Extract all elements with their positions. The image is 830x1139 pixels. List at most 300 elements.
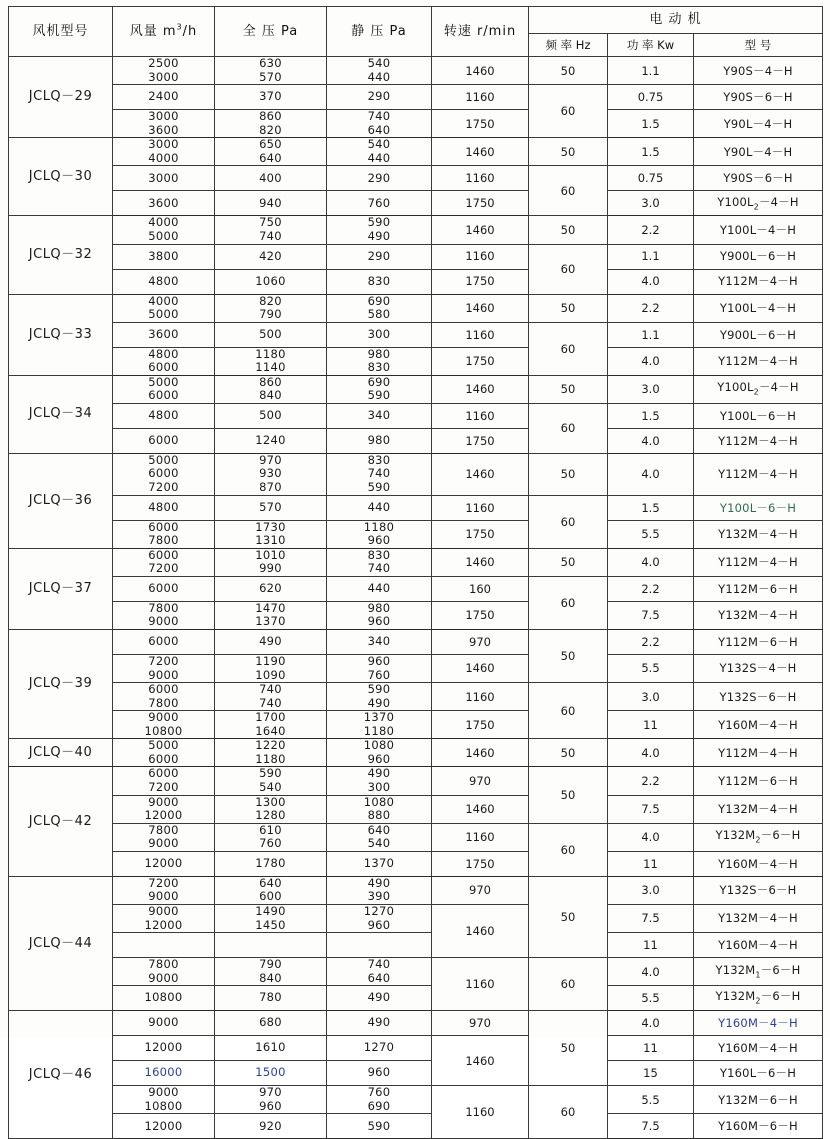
table-row — [9, 876, 823, 904]
cell-total-pressure: 650 640 — [215, 138, 327, 166]
cell-flow: 7800 9000 — [113, 823, 215, 851]
table-row — [9, 375, 823, 403]
cell-motor-type: Y132M－4－H — [694, 904, 823, 932]
cell-static-pressure: 980 960 — [327, 601, 432, 629]
cell-power: 4.0 — [608, 269, 694, 294]
cell-motor-type: Y132S－6－H — [694, 683, 823, 711]
cell-power: 1.1 — [608, 57, 694, 85]
cell-flow: 6000 — [113, 428, 215, 453]
cell-frequency: 50 — [529, 548, 608, 576]
table-row — [9, 85, 823, 110]
header-total-pressure: 全 压 Pa — [215, 7, 327, 57]
cell-total-pressure: 1500 — [215, 1061, 327, 1086]
cell-motor-type: Y160M－4－H — [694, 1036, 823, 1061]
cell-total-pressure: 1730 1310 — [215, 520, 327, 548]
cell-motor-type: Y90S－4－H — [694, 57, 823, 85]
table-row — [9, 191, 823, 216]
cell-model: JCLQ－34 — [9, 375, 113, 453]
cell-power: 4.0 — [608, 1011, 694, 1036]
cell-total-pressure: 640 600 — [215, 876, 327, 904]
cell-model: JCLQ－32 — [9, 216, 113, 294]
cell-static-pressure: 760 — [327, 191, 432, 216]
cell-flow: 4800 — [113, 403, 215, 428]
cell-power: 0.75 — [608, 166, 694, 191]
table-row — [9, 823, 823, 851]
cell-motor-type: Y132S－6－H — [694, 876, 823, 904]
cell-static-pressure: 590 490 — [327, 683, 432, 711]
cell-speed: 1460 — [432, 57, 529, 85]
cell-motor-type: Y900L－6－H — [694, 244, 823, 269]
cell-motor-type: Y90L－4－H — [694, 110, 823, 138]
cell-frequency: 50 — [529, 767, 608, 823]
table-header-row-1 — [9, 7, 823, 34]
table-row — [9, 739, 823, 767]
cell-flow: 10800 — [113, 986, 215, 1011]
cell-power: 5.5 — [608, 1086, 694, 1114]
cell-speed: 1460 — [432, 375, 529, 403]
cell-static-pressure: 290 — [327, 244, 432, 269]
cell-total-pressure: 420 — [215, 244, 327, 269]
cell-motor-type: Y160M－4－H — [694, 711, 823, 739]
cell-motor-type: Y132M－4－H — [694, 601, 823, 629]
cell-flow: 9000 12000 — [113, 795, 215, 823]
cell-total-pressure: 920 — [215, 1114, 327, 1139]
cell-power: 5.5 — [608, 520, 694, 548]
cell-total-pressure: 1490 1450 — [215, 904, 327, 932]
table-row — [9, 548, 823, 576]
cell-static-pressure: 640 540 — [327, 823, 432, 851]
cell-motor-type: $Y132M_1-6-H$ — [694, 958, 823, 986]
cell-flow: 5000 6000 7200 — [113, 453, 215, 495]
cell-total-pressure: 1610 — [215, 1036, 327, 1061]
cell-power: 11 — [608, 1036, 694, 1061]
table-row — [9, 795, 823, 823]
cell-power: 1.5 — [608, 138, 694, 166]
cell-motor-type: Y90L－4－H — [694, 138, 823, 166]
cell-speed: 1750 — [432, 520, 529, 548]
cell-speed: 1750 — [432, 851, 529, 876]
table-row — [9, 428, 823, 453]
cell-power: 1.1 — [608, 244, 694, 269]
table-row — [9, 495, 823, 520]
cell-static-pressure: 490 — [327, 1011, 432, 1036]
cell-power: 4.0 — [608, 739, 694, 767]
cell-total-pressure: 620 — [215, 576, 327, 601]
cell-power: 1.5 — [608, 403, 694, 428]
cell-frequency: 50 — [529, 629, 608, 682]
cell-motor-type: Y160M－6－H — [694, 1114, 823, 1139]
cell-model: JCLQ－42 — [9, 767, 113, 876]
cell-frequency: 50 — [529, 739, 608, 767]
cell-motor-type: Y100L－4－H — [694, 216, 823, 244]
cell-speed: 1460 — [432, 1036, 529, 1086]
cell-flow: 6000 — [113, 576, 215, 601]
cell-speed: 1750 — [432, 110, 529, 138]
cell-flow: 12000 — [113, 1114, 215, 1139]
cell-motor-type: Y160M－4－H — [694, 851, 823, 876]
cell-flow: 5000 6000 — [113, 739, 215, 767]
cell-frequency: 50 — [529, 57, 608, 85]
cell-static-pressure: 590 490 — [327, 216, 432, 244]
cell-frequency: 50 — [529, 453, 608, 495]
cell-power: 4.0 — [608, 347, 694, 375]
cell-total-pressure: 500 — [215, 322, 327, 347]
cell-speed: 1160 — [432, 1086, 529, 1139]
cell-flow: 7800 9000 — [113, 601, 215, 629]
table-row — [9, 110, 823, 138]
cell-total-pressure: 1780 — [215, 851, 327, 876]
table-row — [9, 294, 823, 322]
cell-total-pressure: 400 — [215, 166, 327, 191]
table-row — [9, 166, 823, 191]
cell-static-pressure: 290 — [327, 166, 432, 191]
cell-flow: 7800 9000 — [113, 958, 215, 986]
cell-motor-type: Y90S－6－H — [694, 166, 823, 191]
cell-total-pressure: 500 — [215, 403, 327, 428]
cell-flow: 3000 4000 — [113, 138, 215, 166]
cell-static-pressure: 740 640 — [327, 958, 432, 986]
cell-flow: 12000 — [113, 851, 215, 876]
cell-flow: 4800 — [113, 269, 215, 294]
fan-specification-table — [8, 6, 823, 1139]
cell-static-pressure: 980 — [327, 428, 432, 453]
cell-model: JCLQ－44 — [9, 876, 113, 1010]
cell-power: 3.0 — [608, 876, 694, 904]
cell-speed: 970 — [432, 1011, 529, 1036]
cell-speed: 970 — [432, 767, 529, 795]
header-static-pressure: 静 压 Pa — [327, 7, 432, 57]
table-row — [9, 1036, 823, 1061]
cell-flow: 4800 6000 — [113, 347, 215, 375]
table-row — [9, 683, 823, 711]
table-row — [9, 711, 823, 739]
cell-frequency: 50 — [529, 216, 608, 244]
cell-motor-type: Y90S－6－H — [694, 85, 823, 110]
cell-frequency: 60 — [529, 495, 608, 548]
cell-speed: 1460 — [432, 548, 529, 576]
cell-total-pressure: 860 840 — [215, 375, 327, 403]
header-type: 型 号 — [694, 34, 823, 57]
cell-total-pressure: 1190 1090 — [215, 654, 327, 682]
cell-speed: 1750 — [432, 428, 529, 453]
cell-flow: 6000 7800 — [113, 683, 215, 711]
cell-frequency: 60 — [529, 244, 608, 294]
cell-frequency: 60 — [529, 1086, 608, 1139]
table-row — [9, 767, 823, 795]
cell-total-pressure: 820 790 — [215, 294, 327, 322]
cell-static-pressure: 830 — [327, 269, 432, 294]
cell-frequency: 60 — [529, 683, 608, 739]
cell-total-pressure: 590 540 — [215, 767, 327, 795]
table-row — [9, 576, 823, 601]
cell-total-pressure: 1300 1280 — [215, 795, 327, 823]
cell-static-pressure: 1080 960 — [327, 739, 432, 767]
cell-static-pressure: 490 — [327, 986, 432, 1011]
cell-flow: 9000 10800 — [113, 711, 215, 739]
cell-static-pressure: 1180 960 — [327, 520, 432, 548]
cell-total-pressure: 780 — [215, 986, 327, 1011]
cell-flow: 12000 — [113, 1036, 215, 1061]
table-row — [9, 347, 823, 375]
cell-flow: 3800 — [113, 244, 215, 269]
table-row — [9, 851, 823, 876]
cell-power: 4.0 — [608, 548, 694, 576]
cell-power: 5.5 — [608, 986, 694, 1011]
cell-flow: 9000 — [113, 1011, 215, 1036]
cell-frequency: 60 — [529, 322, 608, 375]
cell-speed: 1460 — [432, 453, 529, 495]
cell-total-pressure: 970 960 — [215, 1086, 327, 1114]
cell-static-pressure: 1370 — [327, 851, 432, 876]
cell-static-pressure: 690 580 — [327, 294, 432, 322]
cell-motor-type: Y132M－4－H — [694, 520, 823, 548]
cell-static-pressure: 760 690 — [327, 1086, 432, 1114]
cell-flow: 4800 — [113, 495, 215, 520]
cell-static-pressure: 690 590 — [327, 375, 432, 403]
table-row — [9, 244, 823, 269]
cell-speed: 1160 — [432, 495, 529, 520]
cell-flow: 3000 3600 — [113, 110, 215, 138]
cell-power: 11 — [608, 711, 694, 739]
header-model: 风机型号 — [9, 7, 113, 57]
cell-total-pressure: 940 — [215, 191, 327, 216]
cell-speed: 1460 — [432, 904, 529, 957]
cell-flow: 6000 7800 — [113, 520, 215, 548]
cell-speed: 1750 — [432, 711, 529, 739]
cell-flow: 6000 — [113, 629, 215, 654]
header-power: 功 率 Kw — [608, 34, 694, 57]
cell-flow: 3600 — [113, 191, 215, 216]
cell-power: 3.0 — [608, 375, 694, 403]
cell-static-pressure: 300 — [327, 322, 432, 347]
cell-speed: 1160 — [432, 958, 529, 1011]
cell-total-pressure: 630 570 — [215, 57, 327, 85]
cell-motor-type: Y112M－6－H — [694, 767, 823, 795]
header-flow-label: 风量 $m^3/h$ — [129, 23, 198, 40]
cell-speed: 1160 — [432, 823, 529, 851]
cell-motor-type: Y112M－4－H — [694, 269, 823, 294]
cell-total-pressure: 1220 1180 — [215, 739, 327, 767]
cell-total-pressure: 1180 1140 — [215, 347, 327, 375]
cell-motor-type: Y112M－6－H — [694, 629, 823, 654]
cell-total-pressure: 750 740 — [215, 216, 327, 244]
cell-total-pressure: 570 — [215, 495, 327, 520]
table-row — [9, 403, 823, 428]
header-flow — [113, 7, 215, 57]
cell-static-pressure: 1370 1180 — [327, 711, 432, 739]
cell-total-pressure: 740 740 — [215, 683, 327, 711]
cell-flow: 2500 3000 — [113, 57, 215, 85]
cell-total-pressure — [215, 933, 327, 958]
cell-frequency: 50 — [529, 138, 608, 166]
cell-total-pressure: 1700 1640 — [215, 711, 327, 739]
cell-frequency: 50 — [529, 375, 608, 403]
cell-speed: 1160 — [432, 683, 529, 711]
cell-static-pressure: 980 830 — [327, 347, 432, 375]
table-row — [9, 453, 823, 495]
cell-total-pressure: 680 — [215, 1011, 327, 1036]
cell-flow: 9000 12000 — [113, 904, 215, 932]
cell-total-pressure: 1060 — [215, 269, 327, 294]
cell-flow: 7200 9000 — [113, 876, 215, 904]
cell-model: JCLQ－46 — [9, 1011, 113, 1139]
cell-power: 2.2 — [608, 576, 694, 601]
cell-motor-type: Y100L－6－H — [694, 495, 823, 520]
cell-total-pressure: 970 930 870 — [215, 453, 327, 495]
cell-speed: 1750 — [432, 269, 529, 294]
cell-flow: 2400 — [113, 85, 215, 110]
cell-flow: 16000 — [113, 1061, 215, 1086]
cell-power: 4.0 — [608, 453, 694, 495]
cell-speed: 1460 — [432, 654, 529, 682]
cell-flow: 4000 5000 — [113, 294, 215, 322]
cell-total-pressure: 1240 — [215, 428, 327, 453]
cell-model: JCLQ－36 — [9, 453, 113, 548]
table-row — [9, 216, 823, 244]
cell-power: 11 — [608, 851, 694, 876]
cell-model: JCLQ－39 — [9, 629, 113, 738]
table-row — [9, 958, 823, 986]
header-motor: 电 动 机 — [529, 7, 823, 34]
cell-total-pressure: 370 — [215, 85, 327, 110]
cell-speed: 970 — [432, 876, 529, 904]
cell-flow: 3600 — [113, 322, 215, 347]
cell-power: 4.0 — [608, 958, 694, 986]
cell-motor-type: Y112M－4－H — [694, 739, 823, 767]
cell-static-pressure: 1080 880 — [327, 795, 432, 823]
cell-total-pressure: 790 840 — [215, 958, 327, 986]
cell-motor-type: Y100L－4－H — [694, 294, 823, 322]
cell-static-pressure: 1270 960 — [327, 904, 432, 932]
cell-power: 2.2 — [608, 767, 694, 795]
cell-flow: 5000 6000 — [113, 375, 215, 403]
cell-frequency: 60 — [529, 958, 608, 1011]
table-row — [9, 520, 823, 548]
cell-static-pressure: 830 740 — [327, 548, 432, 576]
cell-power: 0.75 — [608, 85, 694, 110]
cell-power: 4.0 — [608, 823, 694, 851]
cell-static-pressure — [327, 933, 432, 958]
cell-static-pressure: 440 — [327, 495, 432, 520]
cell-flow: 3000 — [113, 166, 215, 191]
cell-power: 7.5 — [608, 601, 694, 629]
cell-model: JCLQ－33 — [9, 294, 113, 375]
cell-static-pressure: 490 300 — [327, 767, 432, 795]
cell-motor-type: Y132M－4－H — [694, 795, 823, 823]
cell-speed: 1160 — [432, 322, 529, 347]
table-row — [9, 654, 823, 682]
cell-speed: 1750 — [432, 191, 529, 216]
cell-power: 1.1 — [608, 322, 694, 347]
cell-speed: 1460 — [432, 739, 529, 767]
cell-static-pressure: 740 640 — [327, 110, 432, 138]
cell-model: JCLQ－37 — [9, 548, 113, 629]
cell-static-pressure: 490 390 — [327, 876, 432, 904]
cell-flow: 4000 5000 — [113, 216, 215, 244]
cell-motor-type: Y132M－6－H — [694, 1086, 823, 1114]
cell-power: 3.0 — [608, 191, 694, 216]
cell-total-pressure: 490 — [215, 629, 327, 654]
cell-power: 2.2 — [608, 294, 694, 322]
cell-flow: 6000 7200 — [113, 548, 215, 576]
cell-total-pressure: 1470 1370 — [215, 601, 327, 629]
table-row — [9, 629, 823, 654]
cell-speed: 1460 — [432, 795, 529, 823]
cell-static-pressure: 590 — [327, 1114, 432, 1139]
cell-frequency: 60 — [529, 823, 608, 876]
cell-static-pressure: 960 — [327, 1061, 432, 1086]
cell-flow — [113, 933, 215, 958]
table-row — [9, 986, 823, 1011]
cell-frequency: 60 — [529, 403, 608, 453]
cell-speed: 1460 — [432, 138, 529, 166]
table-row — [9, 933, 823, 958]
cell-speed: 160 — [432, 576, 529, 601]
cell-total-pressure: 1010 990 — [215, 548, 327, 576]
cell-motor-type: $Y132M_2-6-H$ — [694, 986, 823, 1011]
cell-power: 11 — [608, 933, 694, 958]
cell-motor-type: Y112M－4－H — [694, 548, 823, 576]
cell-static-pressure: 540 440 — [327, 57, 432, 85]
header-frequency: 频 率 Hz — [529, 34, 608, 57]
cell-power: 2.2 — [608, 629, 694, 654]
cell-power: 7.5 — [608, 1114, 694, 1139]
cell-power: 7.5 — [608, 795, 694, 823]
cell-flow: 6000 7200 — [113, 767, 215, 795]
cell-flow: 7200 9000 — [113, 654, 215, 682]
cell-speed: 1750 — [432, 601, 529, 629]
table-row — [9, 322, 823, 347]
cell-frequency: 50 — [529, 294, 608, 322]
cell-motor-type: Y112M－6－H — [694, 576, 823, 601]
cell-speed: 1160 — [432, 85, 529, 110]
cell-static-pressure: 290 — [327, 85, 432, 110]
cell-speed: 1750 — [432, 347, 529, 375]
cell-motor-type: $Y100L_2-4-H$ — [694, 191, 823, 216]
cell-power: 2.2 — [608, 216, 694, 244]
cell-motor-type: Y100L－6－H — [694, 403, 823, 428]
table-row — [9, 1086, 823, 1114]
table-row — [9, 269, 823, 294]
cell-total-pressure: 860 820 — [215, 110, 327, 138]
cell-motor-type: Y112M－4－H — [694, 428, 823, 453]
cell-frequency: 60 — [529, 576, 608, 629]
cell-power: 5.5 — [608, 654, 694, 682]
cell-power: 7.5 — [608, 904, 694, 932]
table-row — [9, 57, 823, 85]
cell-flow: 9000 10800 — [113, 1086, 215, 1114]
cell-speed: 1460 — [432, 216, 529, 244]
cell-static-pressure: 340 — [327, 629, 432, 654]
cell-static-pressure: 440 — [327, 576, 432, 601]
cell-motor-type: Y160M－4－H — [694, 1011, 823, 1036]
cell-motor-type: $Y132M_2-6-H$ — [694, 823, 823, 851]
cell-power: 1.5 — [608, 495, 694, 520]
cell-static-pressure: 1270 — [327, 1036, 432, 1061]
cell-speed: 1160 — [432, 403, 529, 428]
cell-motor-type: Y112M－4－H — [694, 347, 823, 375]
cell-frequency: 60 — [529, 85, 608, 138]
cell-power: 4.0 — [608, 428, 694, 453]
table-row — [9, 904, 823, 932]
cell-motor-type: Y112M－4－H — [694, 453, 823, 495]
cell-speed: 1460 — [432, 294, 529, 322]
cell-static-pressure: 540 440 — [327, 138, 432, 166]
cell-static-pressure: 960 760 — [327, 654, 432, 682]
cell-model: JCLQ－30 — [9, 138, 113, 216]
cell-speed: 1160 — [432, 166, 529, 191]
cell-frequency: 50 — [529, 1011, 608, 1086]
